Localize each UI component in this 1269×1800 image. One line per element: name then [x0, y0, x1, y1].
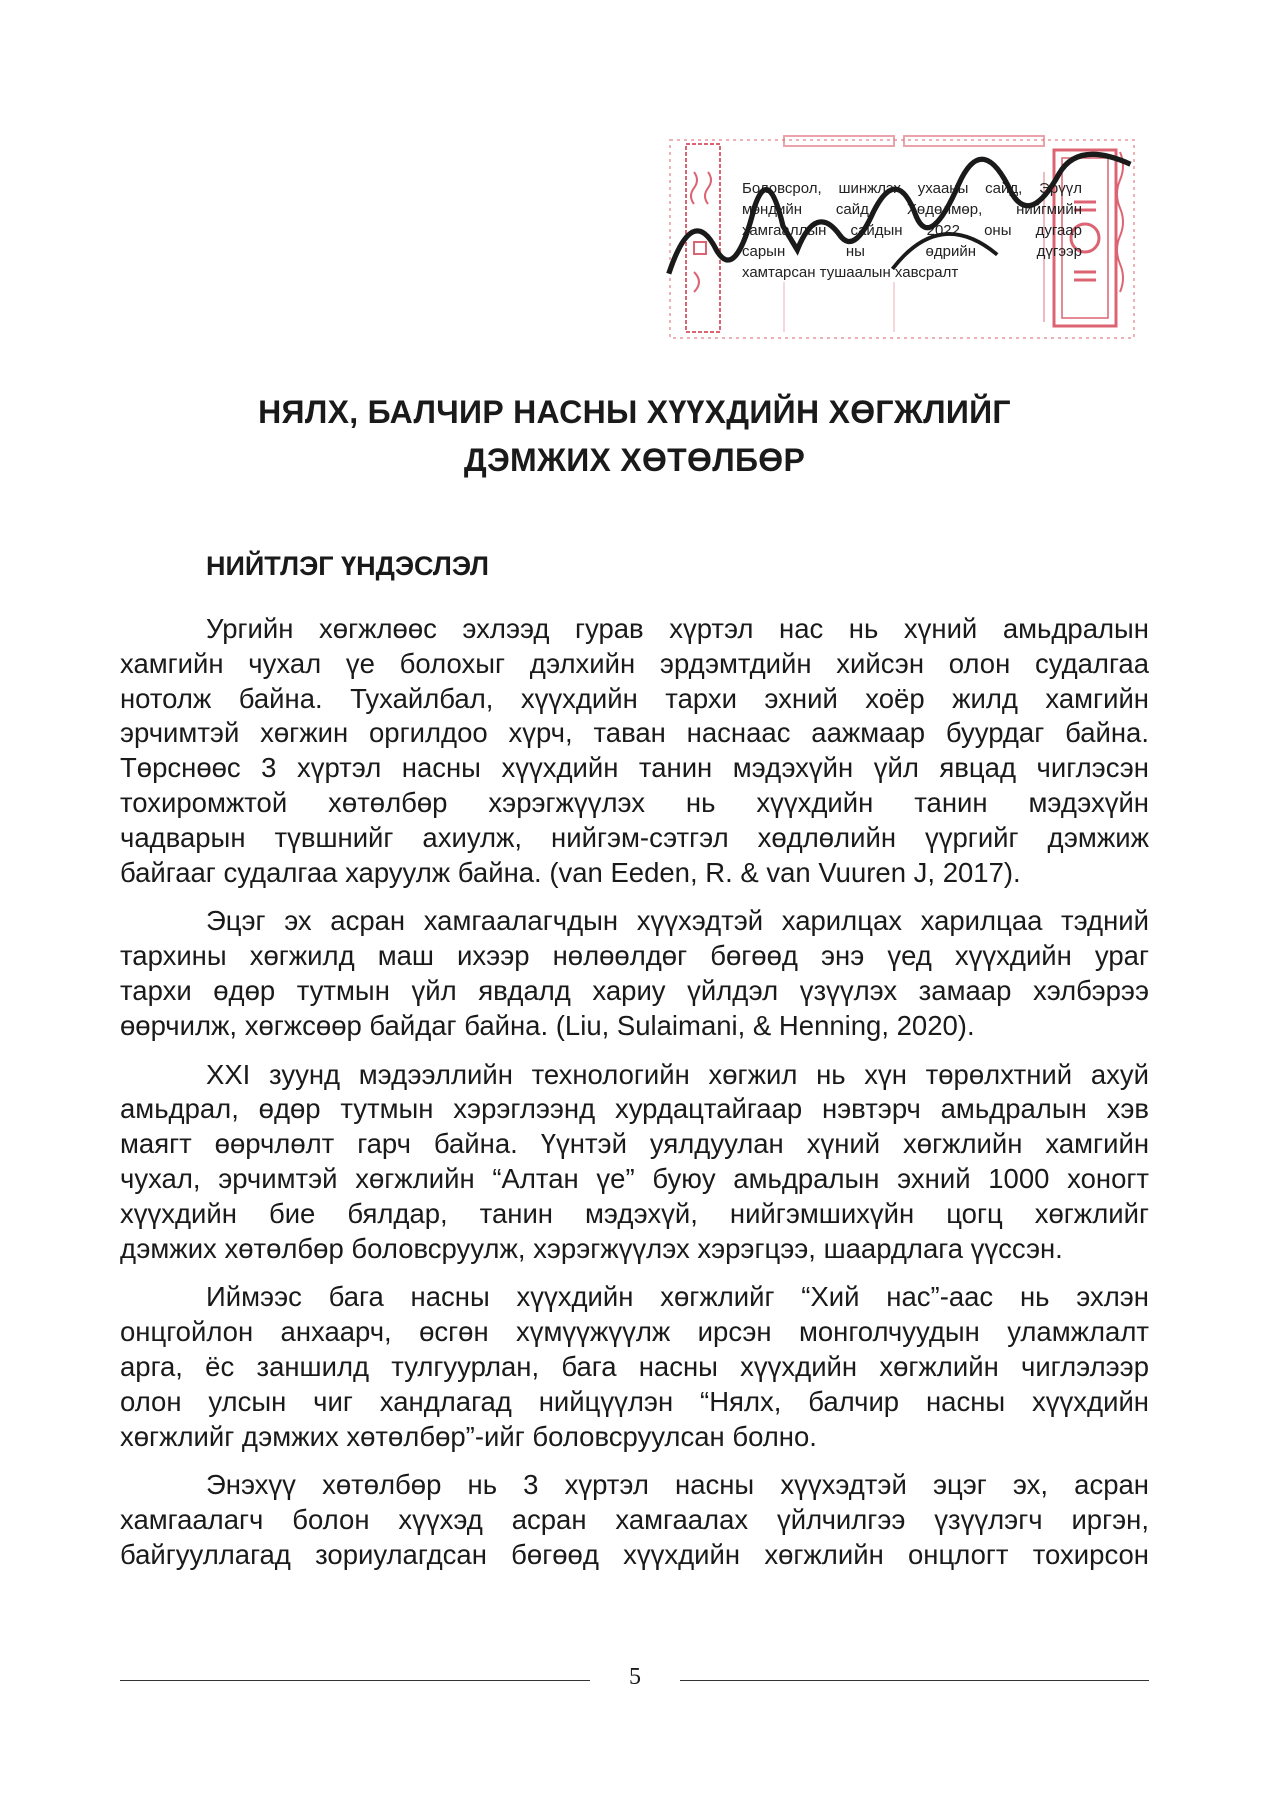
text-line: Төрснөөс 3 хүртэл насны хүүхдийн танин мэдэхүйн үйл явцад чиглэсэн [120, 752, 1149, 784]
text-line: эрчимтэй хөгжин оргилдоо хүрч, таван наснаас аажмаар буурдаг байна. [120, 717, 1149, 749]
text-line: Эцэг эх асран хамгаалагчдын хүүхэдтэй харилцах харилцаа тэдний [206, 905, 1149, 937]
stamp-line: Боловсрол, шинжлэх ухааны сайд, Эрүүл [742, 180, 1082, 197]
text-line: Иймээс бага насны хүүхдийн хөгжлийг “Хий нас”-аас нь эхлэн [206, 1281, 1149, 1313]
page-number: 5 [629, 1664, 641, 1690]
paragraph [120, 612, 1149, 890]
text-line: дэмжих хөтөлбөр боловсруулж, хэрэгжүүлэх хэрэгцээ, шаардлага үүссэн. [120, 1232, 1063, 1264]
footer-rule-left [120, 1680, 590, 1681]
text-line: хөгжлийг дэмжих хөтөлбөр”-ийг боловсруулсан болно. [120, 1420, 817, 1452]
section-heading: НИЙТЛЭГ ҮНДЭСЛЭЛ [206, 551, 489, 581]
paragraph [120, 1058, 1149, 1267]
text-line: арга, ёс заншилд тулгуурлан, бага насны хүүхдийн хөгжлийн чиглэлээр [120, 1350, 1149, 1382]
text-line: Энэхүү хөтөлбөр нь 3 хүртэл насны хүүхэдтэй эцэг эх, асран [206, 1469, 1149, 1501]
text-line: маягт өөрчлөлт гарч байна. Үүнтэй уялдуулан хүний хөгжлийн хамгийн [120, 1128, 1149, 1160]
stamp-line: сарын ны өдрийн дүгээр [742, 243, 1082, 260]
text-line: тохиромжтой хөтөлбөр хэрэгжүүлэх нь хүүхдийн танин мэдэхүйн [120, 786, 1149, 818]
title-line-2: ДЭМЖИХ ХӨТӨЛБӨР [463, 442, 806, 478]
text-line: чадварын түвшнийг ахиулж, нийгэм-сэтгэл хөдлөлийн үүргийг дэмжиж [120, 821, 1149, 853]
text-line: байгааг судалгаа харуулж байна. (van Eeden, R. & van Vuuren J, 2017). [120, 856, 1021, 888]
text-line: байгууллагад зориулагдсан бөгөөд хүүхдийн хөгжлийн онцлогт тохирсон [120, 1538, 1149, 1570]
footer-rule-right [680, 1680, 1149, 1681]
approval-stamp [664, 132, 1140, 344]
stamp-line: мэндийн сайд, Хөдөлмөр, нийгмийн [742, 201, 1082, 218]
title-line-1: НЯЛХ, БАЛЧИР НАСНЫ ХҮҮХДИЙН ХӨГЖЛИЙГ [258, 394, 1011, 430]
text-line: өөрчилж, хөгжсөөр байдаг байна. (Liu, Sulaimani, & Henning, 2020). [120, 1009, 975, 1041]
text-line: нотолж байна. Тухайлбал, хүүхдийн тархи эхний хоёр жилд хамгийн [120, 682, 1149, 714]
text-line: чухал, эрчимтэй хөгжлийн “Алтан үе” буюу амьдралын эхний 1000 хоногт [120, 1162, 1149, 1194]
text-line: тархины хөгжилд маш ихээр нөлөөлдөг бөгөөд энэ үед хүүхдийн ураг [120, 940, 1149, 972]
stamp-line: хамгааллын сайдын 2022 оны дугаар [742, 222, 1082, 239]
stamp-line: хамтарсан тушаалын хавсралт [742, 264, 959, 281]
text-line: тархи өдөр тутмын үйл явдалд хариу үйлдэл үзүүлэх замаар хэлбэрээ [120, 974, 1149, 1006]
paragraph [120, 1468, 1149, 1572]
text-line: хүүхдийн бие бялдар, танин мэдэхүй, нийгэмшихүйн цогц хөгжлийг [120, 1197, 1149, 1229]
text-line: XXI зуунд мэдээллийн технологийн хөгжил нь хүн төрөлхтний ахуй [206, 1058, 1149, 1090]
text-line: хамгийн чухал үе болохыг дэлхийн эрдэмтдийн хийсэн олон судалгаа [120, 647, 1149, 679]
text-line: Ургийн хөгжлөөс эхлээд гурав хүртэл нас нь хүний амьдралын [206, 613, 1149, 644]
paragraph [120, 904, 1149, 1043]
document-title [120, 388, 1149, 484]
text-line: онцгойлон анхаарч, өсгөн хүмүүжүүлж ирсэн монголчуудын уламжлалт [120, 1316, 1149, 1348]
document-body [120, 612, 1149, 1587]
paragraph [120, 1280, 1149, 1454]
text-line: амьдрал, өдөр тутмын хэрэглээнд хурдацтайгаар нэвтэрч амьдралын хэв [120, 1093, 1149, 1125]
text-line: олон улсын чиг хандлагад нийцүүлэн “Нялх, балчир насны хүүхдийн [120, 1385, 1149, 1417]
text-line: хамгаалагч болон хүүхэд асран хамгаалах үйлчилгээ үзүүлэгч иргэн, [120, 1504, 1149, 1536]
signature-icon [664, 132, 1140, 344]
